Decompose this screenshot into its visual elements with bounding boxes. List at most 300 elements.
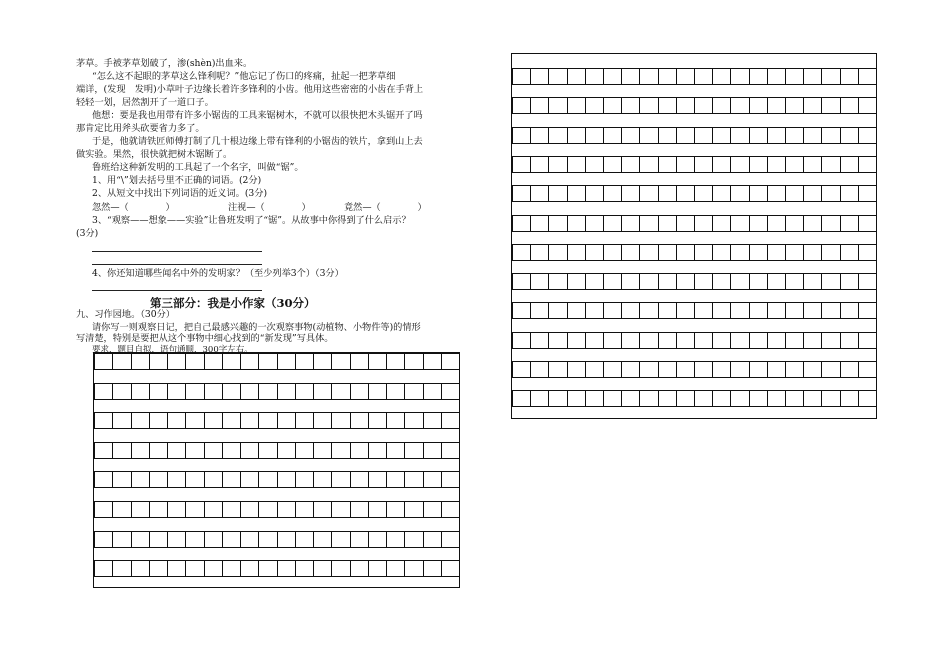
grid-cell[interactable] (749, 156, 768, 173)
grid-cell[interactable] (295, 471, 314, 488)
grid-cell[interactable] (530, 185, 549, 202)
grid-cell[interactable] (858, 156, 877, 173)
grid-cell[interactable] (658, 244, 677, 261)
grid-cell[interactable] (512, 156, 531, 173)
grid-cell[interactable] (94, 442, 113, 459)
grid-cell[interactable] (404, 531, 423, 548)
grid-cell[interactable] (621, 273, 640, 290)
grid-cell[interactable] (548, 361, 567, 378)
grid-cell[interactable] (240, 353, 259, 370)
grid-cell[interactable] (567, 127, 586, 144)
grid-cell[interactable] (331, 442, 350, 459)
grid-cell[interactable] (767, 361, 786, 378)
grid-cell[interactable] (621, 185, 640, 202)
grid-cell[interactable] (530, 215, 549, 232)
grid-cell[interactable] (658, 156, 677, 173)
grid-cell[interactable] (94, 531, 113, 548)
grid-cell[interactable] (331, 560, 350, 577)
grid-cell[interactable] (840, 332, 859, 349)
grid-cell[interactable] (585, 244, 604, 261)
grid-cell[interactable] (840, 97, 859, 114)
grid-cell[interactable] (712, 68, 731, 85)
grid-cell[interactable] (803, 127, 822, 144)
grid-cell[interactable] (313, 353, 332, 370)
grid-cell[interactable] (240, 560, 259, 577)
grid-cell[interactable] (167, 383, 186, 400)
grid-cell[interactable] (803, 390, 822, 407)
grid-cell[interactable] (785, 390, 804, 407)
grid-cell[interactable] (548, 390, 567, 407)
grid-cell[interactable] (548, 156, 567, 173)
grid-cell[interactable] (767, 215, 786, 232)
grid-cell[interactable] (94, 353, 113, 370)
grid-cell[interactable] (423, 442, 442, 459)
grid-cell[interactable] (821, 156, 840, 173)
grid-cell[interactable] (185, 383, 204, 400)
grid-cell[interactable] (858, 332, 877, 349)
grid-cell[interactable] (639, 244, 658, 261)
composition-grid-right[interactable] (511, 53, 877, 419)
grid-cell[interactable] (204, 353, 223, 370)
grid-cell[interactable] (785, 185, 804, 202)
grid-cell[interactable] (858, 361, 877, 378)
grid-cell[interactable] (749, 390, 768, 407)
grid-cell[interactable] (694, 215, 713, 232)
grid-cell[interactable] (368, 442, 387, 459)
grid-cell[interactable] (749, 273, 768, 290)
grid-row[interactable] (512, 68, 876, 85)
grid-cell[interactable] (821, 97, 840, 114)
grid-row[interactable] (512, 332, 876, 349)
grid-cell[interactable] (785, 273, 804, 290)
grid-cell[interactable] (441, 531, 460, 548)
grid-cell[interactable] (676, 273, 695, 290)
grid-cell[interactable] (603, 97, 622, 114)
grid-cell[interactable] (295, 412, 314, 429)
grid-cell[interactable] (423, 471, 442, 488)
grid-cell[interactable] (258, 442, 277, 459)
grid-cell[interactable] (222, 442, 241, 459)
grid-cell[interactable] (112, 471, 131, 488)
grid-row[interactable] (94, 501, 459, 518)
grid-cell[interactable] (803, 185, 822, 202)
grid-cell[interactable] (131, 501, 150, 518)
grid-cell[interactable] (749, 97, 768, 114)
grid-row[interactable] (512, 185, 876, 202)
grid-cell[interactable] (548, 302, 567, 319)
grid-cell[interactable] (603, 244, 622, 261)
grid-cell[interactable] (530, 244, 549, 261)
grid-cell[interactable] (167, 531, 186, 548)
grid-cell[interactable] (639, 185, 658, 202)
grid-cell[interactable] (512, 97, 531, 114)
grid-row[interactable] (512, 302, 876, 319)
grid-cell[interactable] (767, 97, 786, 114)
grid-cell[interactable] (676, 185, 695, 202)
grid-row[interactable] (94, 383, 459, 400)
grid-cell[interactable] (185, 531, 204, 548)
grid-cell[interactable] (331, 501, 350, 518)
grid-cell[interactable] (530, 97, 549, 114)
grid-cell[interactable] (295, 531, 314, 548)
grid-cell[interactable] (94, 501, 113, 518)
grid-cell[interactable] (603, 302, 622, 319)
grid-cell[interactable] (712, 244, 731, 261)
grid-cell[interactable] (222, 501, 241, 518)
grid-cell[interactable] (512, 273, 531, 290)
grid-cell[interactable] (423, 383, 442, 400)
grid-cell[interactable] (567, 97, 586, 114)
grid-cell[interactable] (658, 390, 677, 407)
grid-cell[interactable] (313, 442, 332, 459)
grid-cell[interactable] (603, 156, 622, 173)
grid-row[interactable] (512, 273, 876, 290)
answer-line[interactable] (92, 290, 262, 291)
grid-cell[interactable] (548, 127, 567, 144)
grid-cell[interactable] (204, 560, 223, 577)
grid-cell[interactable] (803, 244, 822, 261)
grid-cell[interactable] (585, 390, 604, 407)
grid-cell[interactable] (821, 68, 840, 85)
grid-cell[interactable] (658, 97, 677, 114)
grid-cell[interactable] (131, 412, 150, 429)
grid-cell[interactable] (222, 560, 241, 577)
grid-cell[interactable] (694, 156, 713, 173)
grid-cell[interactable] (185, 442, 204, 459)
grid-cell[interactable] (441, 412, 460, 429)
grid-row[interactable] (512, 361, 876, 378)
grid-cell[interactable] (240, 412, 259, 429)
grid-cell[interactable] (441, 501, 460, 518)
grid-cell[interactable] (167, 501, 186, 518)
answer-line[interactable] (92, 251, 262, 252)
grid-cell[interactable] (204, 531, 223, 548)
grid-cell[interactable] (423, 353, 442, 370)
grid-cell[interactable] (386, 383, 405, 400)
grid-cell[interactable] (712, 215, 731, 232)
grid-cell[interactable] (386, 471, 405, 488)
grid-cell[interactable] (131, 442, 150, 459)
grid-cell[interactable] (530, 127, 549, 144)
synonym-blank-1[interactable]: 忽然—（ ） (92, 202, 175, 213)
grid-cell[interactable] (240, 442, 259, 459)
grid-cell[interactable] (258, 471, 277, 488)
grid-cell[interactable] (350, 442, 369, 459)
grid-cell[interactable] (585, 332, 604, 349)
grid-cell[interactable] (767, 156, 786, 173)
grid-cell[interactable] (567, 185, 586, 202)
grid-cell[interactable] (350, 412, 369, 429)
grid-cell[interactable] (386, 442, 405, 459)
grid-cell[interactable] (530, 68, 549, 85)
grid-row[interactable] (94, 442, 459, 459)
answer-line[interactable] (92, 264, 262, 265)
grid-cell[interactable] (441, 471, 460, 488)
grid-cell[interactable] (149, 501, 168, 518)
grid-cell[interactable] (404, 383, 423, 400)
grid-cell[interactable] (548, 185, 567, 202)
grid-cell[interactable] (858, 390, 877, 407)
grid-cell[interactable] (840, 361, 859, 378)
grid-cell[interactable] (658, 273, 677, 290)
grid-cell[interactable] (639, 97, 658, 114)
grid-cell[interactable] (639, 332, 658, 349)
grid-cell[interactable] (313, 412, 332, 429)
grid-cell[interactable] (567, 302, 586, 319)
grid-cell[interactable] (585, 361, 604, 378)
grid-cell[interactable] (785, 302, 804, 319)
grid-cell[interactable] (94, 383, 113, 400)
grid-cell[interactable] (694, 361, 713, 378)
grid-cell[interactable] (858, 127, 877, 144)
grid-cell[interactable] (112, 531, 131, 548)
grid-cell[interactable] (676, 127, 695, 144)
grid-cell[interactable] (167, 412, 186, 429)
grid-cell[interactable] (423, 560, 442, 577)
grid-cell[interactable] (222, 353, 241, 370)
grid-cell[interactable] (749, 215, 768, 232)
grid-cell[interactable] (512, 185, 531, 202)
grid-cell[interactable] (840, 302, 859, 319)
grid-cell[interactable] (821, 302, 840, 319)
grid-cell[interactable] (277, 471, 296, 488)
grid-cell[interactable] (368, 383, 387, 400)
grid-cell[interactable] (567, 273, 586, 290)
grid-cell[interactable] (149, 353, 168, 370)
grid-cell[interactable] (676, 97, 695, 114)
grid-cell[interactable] (149, 412, 168, 429)
synonym-blank-3[interactable]: 竟然—（ ） (344, 202, 427, 213)
grid-cell[interactable] (277, 353, 296, 370)
grid-cell[interactable] (585, 156, 604, 173)
grid-cell[interactable] (185, 471, 204, 488)
grid-cell[interactable] (222, 383, 241, 400)
grid-cell[interactable] (639, 156, 658, 173)
grid-cell[interactable] (423, 531, 442, 548)
grid-cell[interactable] (585, 185, 604, 202)
grid-cell[interactable] (785, 332, 804, 349)
grid-cell[interactable] (785, 215, 804, 232)
grid-cell[interactable] (767, 332, 786, 349)
grid-cell[interactable] (548, 244, 567, 261)
grid-cell[interactable] (676, 156, 695, 173)
grid-cell[interactable] (858, 302, 877, 319)
grid-cell[interactable] (585, 215, 604, 232)
grid-cell[interactable] (767, 244, 786, 261)
grid-cell[interactable] (131, 471, 150, 488)
grid-cell[interactable] (368, 501, 387, 518)
grid-cell[interactable] (712, 273, 731, 290)
grid-cell[interactable] (730, 215, 749, 232)
grid-cell[interactable] (585, 97, 604, 114)
grid-cell[interactable] (712, 302, 731, 319)
grid-cell[interactable] (658, 215, 677, 232)
grid-cell[interactable] (749, 127, 768, 144)
grid-cell[interactable] (858, 244, 877, 261)
grid-cell[interactable] (639, 127, 658, 144)
grid-cell[interactable] (277, 531, 296, 548)
grid-cell[interactable] (749, 244, 768, 261)
grid-cell[interactable] (548, 215, 567, 232)
grid-cell[interactable] (258, 412, 277, 429)
grid-cell[interactable] (621, 332, 640, 349)
grid-cell[interactable] (712, 127, 731, 144)
grid-cell[interactable] (94, 560, 113, 577)
grid-row[interactable] (512, 215, 876, 232)
grid-cell[interactable] (621, 390, 640, 407)
grid-cell[interactable] (821, 185, 840, 202)
grid-cell[interactable] (712, 185, 731, 202)
grid-cell[interactable] (821, 127, 840, 144)
grid-cell[interactable] (730, 68, 749, 85)
grid-cell[interactable] (785, 244, 804, 261)
grid-cell[interactable] (131, 531, 150, 548)
grid-cell[interactable] (712, 390, 731, 407)
grid-cell[interactable] (404, 471, 423, 488)
grid-cell[interactable] (785, 97, 804, 114)
grid-cell[interactable] (567, 215, 586, 232)
grid-cell[interactable] (240, 531, 259, 548)
grid-cell[interactable] (331, 353, 350, 370)
grid-cell[interactable] (368, 353, 387, 370)
grid-cell[interactable] (112, 560, 131, 577)
grid-cell[interactable] (694, 390, 713, 407)
grid-cell[interactable] (258, 531, 277, 548)
grid-cell[interactable] (512, 302, 531, 319)
grid-cell[interactable] (567, 68, 586, 85)
grid-cell[interactable] (112, 442, 131, 459)
grid-cell[interactable] (331, 383, 350, 400)
grid-cell[interactable] (404, 442, 423, 459)
grid-cell[interactable] (603, 127, 622, 144)
grid-cell[interactable] (331, 531, 350, 548)
grid-cell[interactable] (512, 332, 531, 349)
grid-row[interactable] (512, 244, 876, 261)
grid-cell[interactable] (821, 361, 840, 378)
grid-cell[interactable] (730, 185, 749, 202)
grid-cell[interactable] (350, 383, 369, 400)
grid-cell[interactable] (694, 332, 713, 349)
grid-cell[interactable] (840, 273, 859, 290)
grid-cell[interactable] (277, 383, 296, 400)
grid-cell[interactable] (694, 185, 713, 202)
grid-cell[interactable] (603, 390, 622, 407)
grid-cell[interactable] (676, 361, 695, 378)
grid-cell[interactable] (350, 501, 369, 518)
grid-cell[interactable] (313, 560, 332, 577)
grid-cell[interactable] (676, 68, 695, 85)
grid-cell[interactable] (858, 215, 877, 232)
grid-cell[interactable] (548, 332, 567, 349)
grid-cell[interactable] (258, 560, 277, 577)
grid-cell[interactable] (441, 353, 460, 370)
grid-cell[interactable] (803, 97, 822, 114)
grid-cell[interactable] (676, 302, 695, 319)
grid-cell[interactable] (368, 531, 387, 548)
grid-cell[interactable] (621, 68, 640, 85)
grid-cell[interactable] (749, 361, 768, 378)
grid-cell[interactable] (840, 68, 859, 85)
grid-cell[interactable] (112, 412, 131, 429)
grid-cell[interactable] (658, 185, 677, 202)
grid-cell[interactable] (567, 332, 586, 349)
grid-cell[interactable] (730, 361, 749, 378)
grid-cell[interactable] (658, 332, 677, 349)
grid-cell[interactable] (567, 361, 586, 378)
grid-cell[interactable] (694, 244, 713, 261)
grid-cell[interactable] (639, 68, 658, 85)
grid-cell[interactable] (131, 560, 150, 577)
grid-cell[interactable] (331, 471, 350, 488)
grid-cell[interactable] (441, 560, 460, 577)
grid-cell[interactable] (694, 68, 713, 85)
grid-cell[interactable] (404, 353, 423, 370)
grid-cell[interactable] (350, 531, 369, 548)
grid-cell[interactable] (222, 471, 241, 488)
grid-cell[interactable] (785, 156, 804, 173)
grid-cell[interactable] (840, 127, 859, 144)
grid-cell[interactable] (441, 383, 460, 400)
grid-cell[interactable] (204, 412, 223, 429)
grid-cell[interactable] (222, 412, 241, 429)
grid-cell[interactable] (785, 361, 804, 378)
grid-cell[interactable] (585, 273, 604, 290)
grid-cell[interactable] (567, 390, 586, 407)
grid-cell[interactable] (530, 332, 549, 349)
grid-cell[interactable] (94, 471, 113, 488)
grid-cell[interactable] (386, 501, 405, 518)
grid-cell[interactable] (621, 127, 640, 144)
grid-cell[interactable] (603, 215, 622, 232)
grid-cell[interactable] (858, 273, 877, 290)
grid-cell[interactable] (386, 353, 405, 370)
composition-grid-left[interactable] (93, 352, 460, 588)
grid-cell[interactable] (712, 97, 731, 114)
grid-cell[interactable] (277, 442, 296, 459)
grid-cell[interactable] (749, 185, 768, 202)
grid-cell[interactable] (694, 97, 713, 114)
grid-cell[interactable] (423, 501, 442, 518)
grid-row[interactable] (94, 560, 459, 577)
grid-cell[interactable] (658, 361, 677, 378)
grid-cell[interactable] (821, 273, 840, 290)
grid-cell[interactable] (149, 383, 168, 400)
grid-row[interactable] (94, 471, 459, 488)
grid-cell[interactable] (386, 560, 405, 577)
grid-cell[interactable] (567, 244, 586, 261)
grid-cell[interactable] (167, 353, 186, 370)
grid-row[interactable] (512, 156, 876, 173)
grid-cell[interactable] (730, 332, 749, 349)
grid-cell[interactable] (204, 383, 223, 400)
grid-cell[interactable] (240, 501, 259, 518)
grid-cell[interactable] (785, 68, 804, 85)
grid-cell[interactable] (676, 244, 695, 261)
grid-cell[interactable] (185, 560, 204, 577)
grid-cell[interactable] (204, 471, 223, 488)
grid-cell[interactable] (585, 302, 604, 319)
grid-cell[interactable] (512, 215, 531, 232)
grid-cell[interactable] (767, 302, 786, 319)
grid-cell[interactable] (350, 560, 369, 577)
grid-cell[interactable] (530, 390, 549, 407)
grid-cell[interactable] (277, 560, 296, 577)
grid-row[interactable] (512, 127, 876, 144)
grid-cell[interactable] (730, 244, 749, 261)
grid-cell[interactable] (639, 390, 658, 407)
grid-cell[interactable] (548, 273, 567, 290)
grid-cell[interactable] (548, 97, 567, 114)
